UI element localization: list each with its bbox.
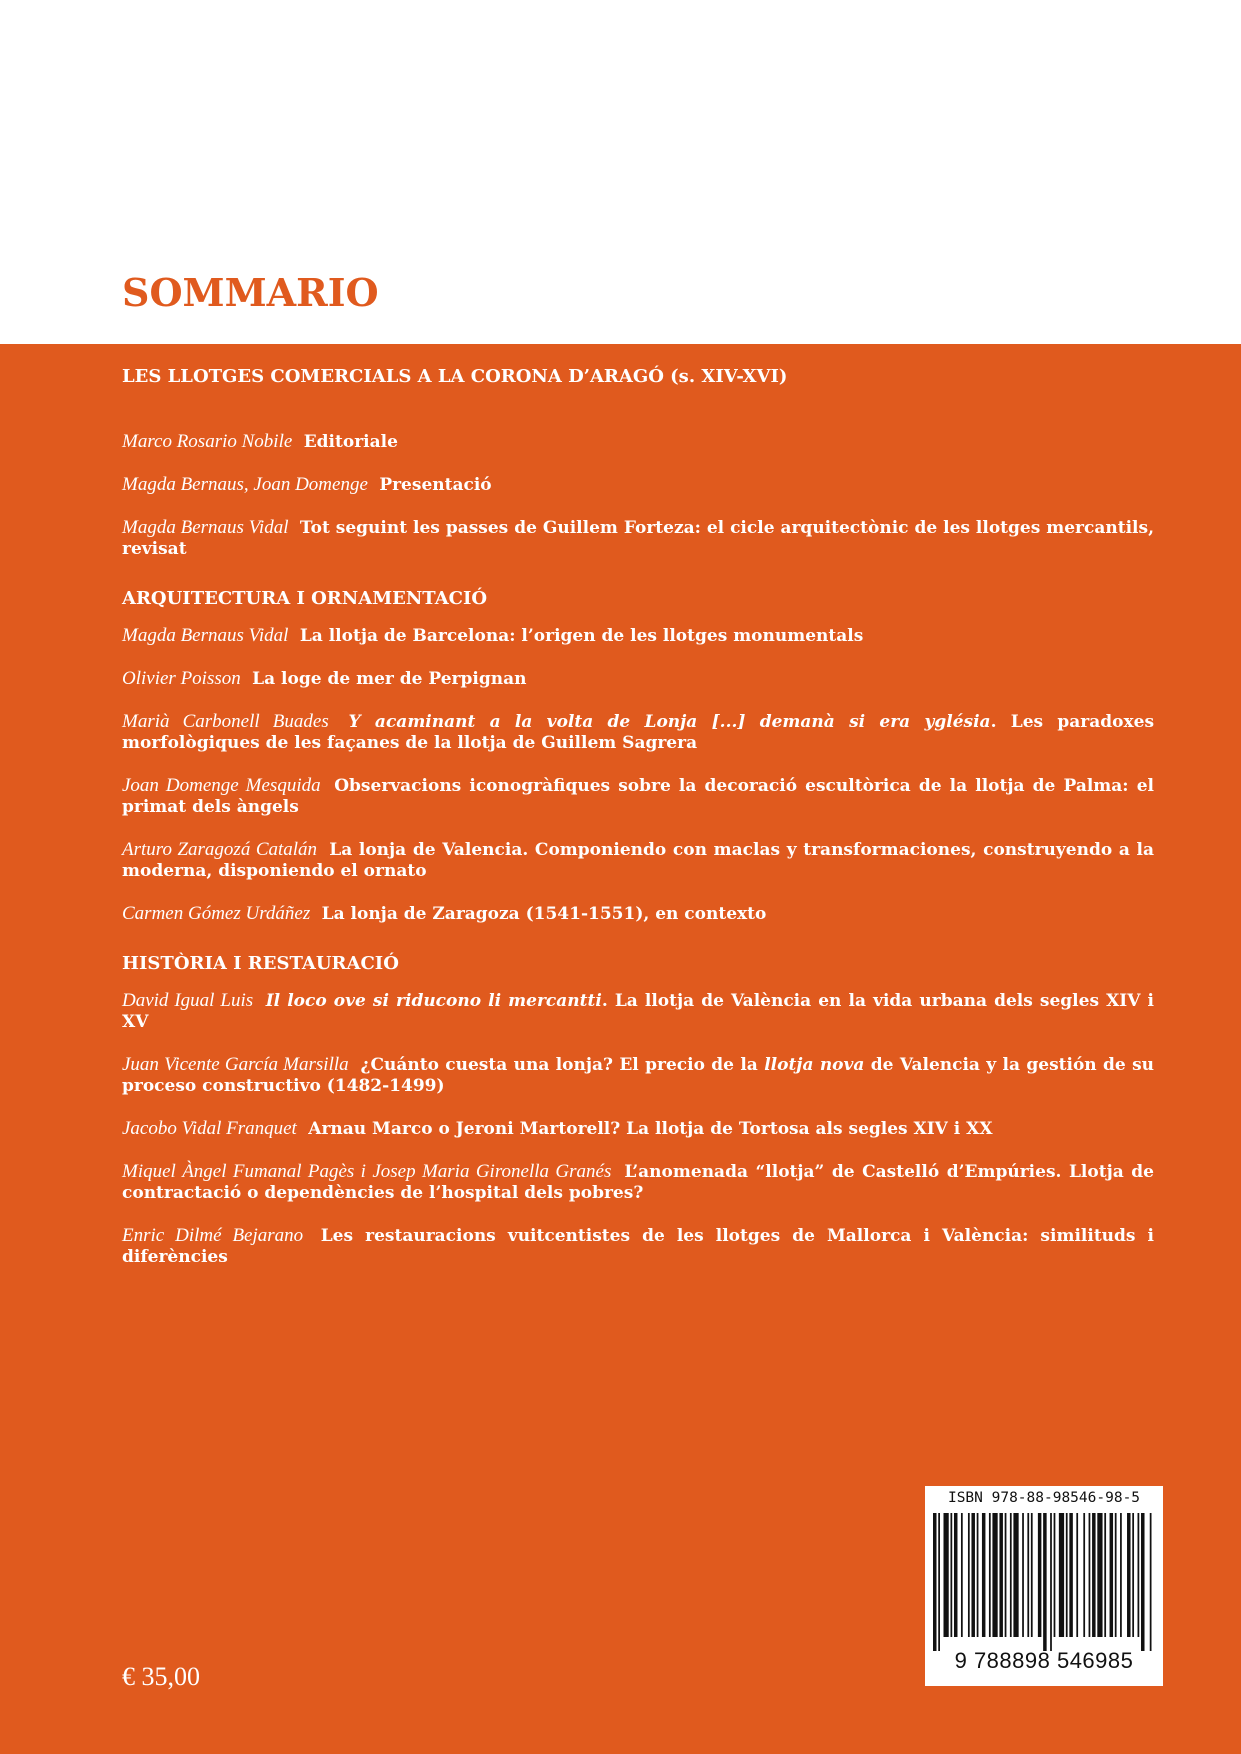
entry-author: Marià Carbonell Buades: [122, 711, 329, 732]
entry-author: Marco Rosario Nobile: [122, 431, 293, 452]
contents-panel: [0, 344, 1241, 1754]
barcode-bars: [933, 1513, 1155, 1651]
barcode-bar: [1013, 1513, 1018, 1637]
issue-heading: LES LLOTGES COMERCIALS A LA CORONA D’ARAGÓ (s. XIV-XVI): [122, 366, 788, 387]
barcode-bar: [950, 1513, 952, 1637]
barcode-bar: [1138, 1513, 1140, 1637]
barcode-bar: [1127, 1513, 1131, 1637]
toc-entry: [122, 474, 1154, 496]
entry-author: Miquel Àngel Fumanal Pagès i Josep Maria Gironella Granés: [122, 1161, 612, 1182]
toc-entry: [122, 1225, 1154, 1268]
barcode-bar: [938, 1513, 940, 1651]
entry-author: Juan Vicente García Marsilla: [122, 1054, 349, 1075]
barcode-bar: [1083, 1513, 1085, 1637]
barcode-bar: [989, 1513, 991, 1637]
barcode-bar: [1115, 1513, 1117, 1637]
barcode-bar: [933, 1513, 937, 1651]
entry-title: de Valencia y la gestión de su proceso constructivo (1482-1499): [122, 1055, 1155, 1096]
toc-entry: [122, 711, 1154, 754]
entry-title: . La llotja de València en la vida urbana dels segles XIV i XV: [122, 991, 1154, 1032]
barcode-bar: [1150, 1513, 1152, 1651]
toc-entry: [122, 1161, 1154, 1204]
barcode-bar: [982, 1513, 986, 1637]
barcode-bar: [1066, 1513, 1068, 1637]
entry-author: Joan Domenge Mesquida: [122, 775, 321, 796]
entry-title: La lonja de Zaragoza (1541-1551), en contexto: [321, 904, 767, 924]
isbn-barcode: [925, 1486, 1163, 1686]
barcode-bar: [1059, 1513, 1064, 1637]
barcode-bar: [1141, 1513, 1145, 1651]
barcode-bar: [954, 1513, 958, 1637]
entry-title: L’anomenada “llotja” de Castelló d’Empúries. Llotja de contractació o dependències de l’hospital dels pobres?: [122, 1162, 1154, 1203]
page-title: SOMMARIO: [122, 270, 379, 315]
barcode-bar: [961, 1513, 963, 1637]
entry-title: Arnau Marco o Jeroni Martorell? La llotja de Tortosa als segles XIV i XX: [308, 1119, 993, 1139]
barcode-bar: [1005, 1513, 1007, 1637]
entry-title: La llotja de Barcelona: l’origen de les llotges monumentals: [299, 626, 864, 646]
entry-author: Enric Dilmé Bejarano: [122, 1225, 304, 1246]
barcode-bar: [977, 1513, 979, 1637]
toc-entry: [122, 990, 1154, 1033]
isbn-label: ISBN 978-88-98546-98-5: [947, 1490, 1141, 1506]
barcode-bar: [1104, 1513, 1106, 1637]
entry-title: La loge de mer de Perpignan: [252, 669, 527, 689]
toc-entry: [122, 1054, 1154, 1097]
barcode-bar: [1076, 1513, 1078, 1637]
section-heading: ARQUITECTURA I ORNAMENTACIÓ: [122, 588, 488, 609]
barcode-bar: [1069, 1513, 1073, 1637]
entry-author: Jacobo Vidal Franquet: [122, 1118, 297, 1139]
barcode-bar: [943, 1513, 948, 1637]
barcode-bar: [1132, 1513, 1134, 1637]
barcode-bar: [1027, 1513, 1029, 1637]
barcode-bar: [971, 1513, 975, 1637]
entry-title-italic: llotja nova: [764, 1055, 865, 1075]
entry-title: Tot seguint les passes de Guillem Forteza: el cicle arquitectònic de les llotges mercantils, revisat: [122, 518, 1154, 559]
section-heading: HISTÒRIA I RESTAURACIÓ: [122, 953, 399, 974]
toc-entry: [122, 903, 1154, 925]
entry-title: Les restauracions vuitcentistes de les llotges de Mallorca i València: similituds i diferències: [122, 1226, 1155, 1267]
barcode-bar: [992, 1513, 997, 1637]
toc-entry: [122, 839, 1154, 882]
barcode-bar: [1031, 1513, 1033, 1637]
entry-title-italic: Il loco ove si riducono li mercantti: [265, 991, 602, 1011]
entry-title: ¿Cuánto cuesta una lonja? El precio de la: [360, 1055, 765, 1075]
price-label: € 35,00: [122, 1662, 200, 1691]
barcode-digits: 9 788898 546985: [954, 1648, 1134, 1673]
entry-title: Editoriale: [303, 432, 398, 452]
entry-title: Presentació: [379, 475, 492, 495]
entry-title: La lonja de Valencia. Componiendo con maclas y transformaciones, construyendo a la moderna, disponiendo el ornato: [122, 840, 1155, 881]
toc-entry: [122, 625, 1154, 647]
barcode-bar: [1089, 1513, 1091, 1637]
barcode-bar: [999, 1513, 1003, 1637]
toc-entry: [122, 1118, 1154, 1140]
toc-entry: [122, 431, 1154, 453]
table-of-contents: [122, 366, 1154, 1289]
barcode-bar: [1097, 1513, 1102, 1637]
barcode-bar: [1010, 1513, 1012, 1637]
barcode-bar: [1043, 1513, 1047, 1651]
barcode-bar: [1050, 1513, 1052, 1651]
toc-entry: [122, 775, 1154, 818]
entry-author: Magda Bernaus Vidal: [122, 625, 289, 646]
barcode-bar: [1022, 1513, 1024, 1637]
entry-title-italic: Y acaminant a la volta de Lonja [...] demanà si era yglésia: [348, 712, 991, 732]
barcode-bar: [1110, 1513, 1114, 1637]
toc-entry: [122, 517, 1154, 560]
entry-author: Olivier Poisson: [122, 668, 241, 689]
barcode-bar: [1120, 1513, 1122, 1637]
barcode-bar: [1038, 1513, 1042, 1637]
entry-author: David Igual Luis: [122, 990, 254, 1011]
entry-title: . Les paradoxes morfològiques de les façanes de la llotja de Guillem Sagrera: [122, 712, 1155, 753]
toc-entry: [122, 668, 1154, 690]
entry-author: Carmen Gómez Urdáñez: [122, 903, 311, 924]
barcode-bar: [968, 1513, 970, 1637]
barcode-bar: [1092, 1513, 1096, 1637]
barcode-bar: [1054, 1513, 1056, 1637]
entry-title: Observacions iconogràfiques sobre la decoració escultòrica de la llotja de Palma: el primat dels àngels: [122, 776, 1154, 817]
entry-author: Magda Bernaus Vidal: [122, 517, 289, 538]
entry-author: Arturo Zaragozá Catalán: [122, 839, 318, 860]
entry-author: Magda Bernaus, Joan Domenge: [122, 474, 368, 495]
